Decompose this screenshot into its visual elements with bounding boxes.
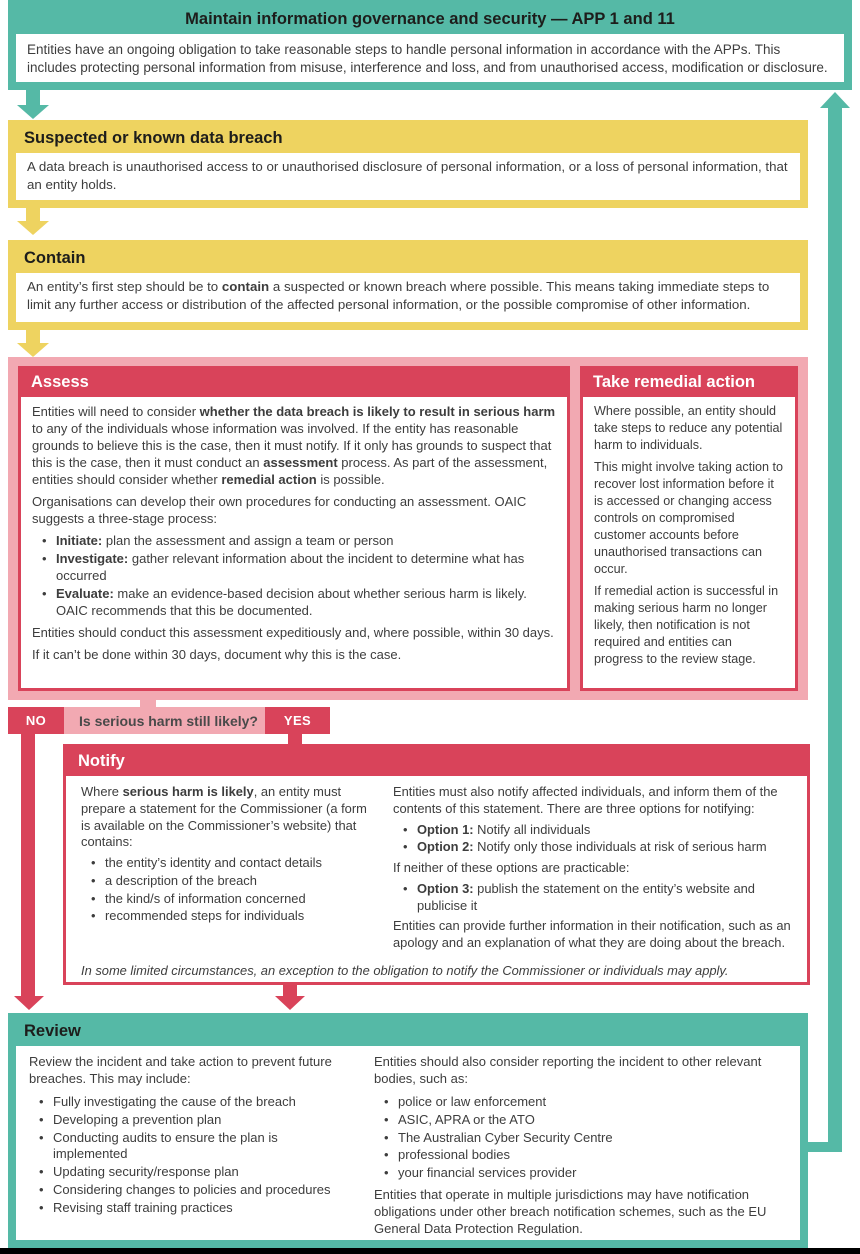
- remedial-body: [583, 397, 795, 688]
- remedial-action-box: [580, 366, 798, 691]
- yellow-arrow-1-icon: [17, 221, 49, 235]
- assessment-band: [8, 357, 808, 700]
- no-path-shaft: [21, 734, 35, 997]
- bullet-item: • Investigate: gather relevant information about the incident to determine what has occurred: [56, 550, 556, 584]
- assess-body: [21, 397, 567, 688]
- bullet-item: • Initiate: plan the assessment and assign a team or person: [56, 532, 556, 549]
- bullet-item: • the entity’s identity and contact details: [105, 855, 371, 872]
- assess-stage-list: [32, 532, 556, 619]
- contain-title: Contain: [24, 249, 86, 267]
- bullet-item: • Considering changes to policies and procedures: [53, 1182, 354, 1199]
- bullet-item: • Option 2: Notify only those individuals at risk of serious harm: [417, 839, 792, 856]
- review-right-p2: Entities that operate in multiple jurisdictions may have notification obligations under other breach notification schemes, such as the EU General Data Protection Regulation.: [374, 1187, 767, 1237]
- contain-box: [8, 240, 808, 330]
- notify-options-list-2: [393, 881, 792, 915]
- governance-title: Maintain information governance and security — APP 1 and 11: [185, 10, 675, 28]
- bullet-item: • Updating security/response plan: [53, 1164, 354, 1181]
- review-left-p1: Review the incident and take action to prevent future breaches. This may include:: [29, 1054, 332, 1086]
- bullet-item: • Conducting audits to ensure the plan is implemented: [53, 1130, 354, 1164]
- notify-box: [63, 744, 810, 985]
- no-path-arrow-icon: [14, 996, 44, 1010]
- remedial-p2: This might involve taking action to recover lost information before it is accessed or changing access controls on compromised customer accounts before unauthorised transactions can occur.: [594, 460, 783, 576]
- notify-right-p2: If neither of these options are practicable:: [393, 860, 630, 876]
- bullet-item: • Option 3: publish the statement on the entity’s website and publicise it: [417, 881, 792, 915]
- assess-p1: Entities will need to consider whether the data breach is likely to result in serious harm to any of the individuals whose information was involved. If the entity has reasonable grounds to believe this is the case, then it must notify. If it only has grounds to suspect that this is the case, then it must conduct an assessment process. As part of the assessment, entities should consider whether remedial action is possible.: [32, 404, 556, 488]
- review-box: [8, 1013, 808, 1248]
- teal-down-arrow-shaft: [26, 88, 40, 106]
- bullet-item: • Fully investigating the cause of the breach: [53, 1094, 354, 1111]
- notify-statement-list: [81, 855, 371, 925]
- notify-body: [66, 776, 807, 982]
- bullet-item: • police or law enforcement: [398, 1094, 787, 1111]
- bullet-item: • Option 1: Notify all individuals: [417, 822, 792, 839]
- review-body: [16, 1046, 800, 1240]
- suspected-breach-title: Suspected or known data breach: [24, 129, 283, 147]
- bullet-item: • ASIC, APRA or the ATO: [398, 1112, 787, 1129]
- bullet-item: • Developing a prevention plan: [53, 1112, 354, 1129]
- notify-exception-note: In some limited circumstances, an exception to the obligation to notify the Commissioner or individuals may apply.: [81, 962, 729, 978]
- notify-left-p1: Where serious harm is likely, an entity must prepare a statement for the Commissioner (a form is available on the Commissioner’s website) that contains:: [81, 784, 367, 850]
- review-actions-list: [29, 1094, 354, 1217]
- notify-left-column: [81, 784, 371, 956]
- serious-harm-question: Is serious harm still likely?: [64, 707, 265, 734]
- bullet-item: • The Australian Cyber Security Centre: [398, 1130, 787, 1147]
- governance-body: Entities have an ongoing obligation to take reasonable steps to handle personal information in accordance with the APPs. This includes protecting personal information from misuse, interference and loss, and from unauthorised access, modification or disclosure.: [16, 34, 844, 82]
- governance-box: [8, 0, 852, 90]
- bullet-item: • your financial services provider: [398, 1165, 787, 1182]
- yes-path-connector: [288, 734, 302, 744]
- assess-question-connector: [140, 700, 156, 707]
- notify-right-column: [393, 784, 792, 956]
- yes-badge: YES: [265, 707, 330, 734]
- notify-options-list-1: [393, 822, 792, 857]
- notify-title: Notify: [78, 752, 125, 770]
- notify-right-p1: Entities must also notify affected individuals, and inform them of the contents of this statement. There are three options for notifying:: [393, 784, 778, 816]
- assess-p2: Organisations can develop their own procedures for conducting an assessment. OAIC suggests a three-stage process:: [32, 494, 527, 527]
- remedial-p3: If remedial action is successful in making serious harm no longer likely, then notification is not required and entities can progress to the review stage.: [594, 584, 779, 666]
- suspected-breach-body: A data breach is unauthorised access to or unauthorised disclosure of personal information, or a loss of personal information, that an entity holds.: [16, 153, 800, 200]
- yellow-arrow-2-shaft: [26, 330, 40, 344]
- bullet-item: • recommended steps for individuals: [105, 908, 371, 925]
- assess-p3: Entities should conduct this assessment expeditiously and, where possible, within 30 days.: [32, 625, 554, 641]
- review-bodies-list: [374, 1094, 787, 1182]
- remedial-p1: Where possible, an entity should take steps to reduce any potential harm to individuals.: [594, 404, 783, 452]
- no-badge: NO: [8, 707, 64, 734]
- bullet-item: • Revising staff training practices: [53, 1200, 354, 1217]
- bullet-item: • a description of the breach: [105, 873, 371, 890]
- yellow-arrow-1-shaft: [26, 208, 40, 222]
- review-right-column: [374, 1054, 787, 1240]
- remedial-title: Take remedial action: [593, 373, 756, 391]
- teal-down-arrow-icon: [17, 105, 49, 119]
- notify-review-arrow-icon: [275, 996, 305, 1010]
- yellow-arrow-2-icon: [17, 343, 49, 357]
- notify-right-p3: Entities can provide further information in their notification, such as an apology and an explanation of what they are doing about the breach.: [393, 918, 791, 951]
- contain-body: An entity’s first step should be to contain a suspected or known breach where possible. This means taking immediate steps to limit any further access or distribution of the affected personal information, or the possible compromise of other information.: [16, 273, 800, 322]
- page-bottom-bar: [0, 1248, 860, 1254]
- assess-title: Assess: [31, 373, 89, 391]
- review-title: Review: [24, 1022, 81, 1040]
- teal-up-arrow-icon: [820, 92, 850, 108]
- review-left-column: [29, 1054, 354, 1240]
- bullet-item: • the kind/s of information concerned: [105, 891, 371, 908]
- assess-box: [18, 366, 570, 691]
- teal-return-shaft: [828, 107, 842, 1152]
- bullet-item: • professional bodies: [398, 1147, 787, 1164]
- review-right-p1: Entities should also consider reporting the incident to other relevant bodies, such as:: [374, 1054, 762, 1086]
- suspected-breach-box: [8, 120, 808, 208]
- assess-p4: If it can’t be done within 30 days, document why this is the case.: [32, 647, 402, 663]
- bullet-item: • Evaluate: make an evidence-based decision about whether serious harm is likely. OAIC recommends that this be documented.: [56, 585, 556, 619]
